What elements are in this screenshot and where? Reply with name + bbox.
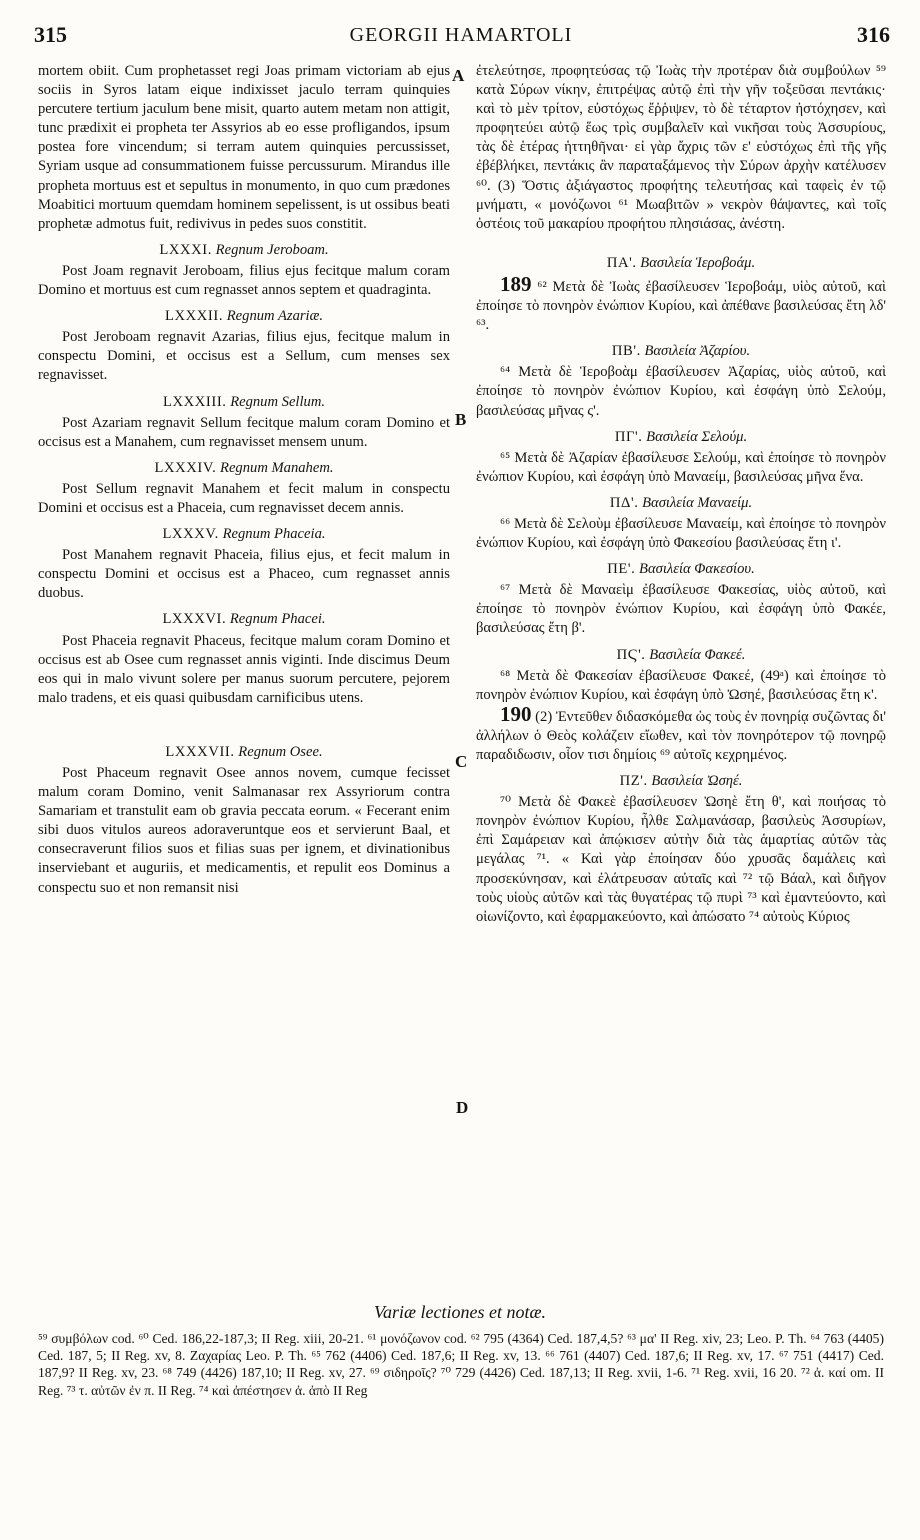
section-number: LXXXVII. [165, 743, 235, 760]
section-title: Regnum Azariæ. [226, 308, 323, 325]
section-title: Βασιλεία Ἱεροβοάμ. [640, 254, 756, 271]
latin-section-text: Post Phaceia regnavit Phaceus, fecitque malum coram Domino et occisus est ab Osee cum regnasset annis viginti. Inde discimus Deum eos qui in malo vivunt solere per manus suorum percutere, pejorem malo tradens, et eis quasi quibusdam carnificibus utens. [38, 632, 450, 706]
section-title: Regnum Phacei. [229, 611, 326, 628]
section-number: ΠΖ'. [619, 773, 648, 790]
section-number: LXXXIII. [162, 393, 227, 410]
latin-section-heading [38, 459, 450, 478]
section-title: Regnum Phaceia. [222, 526, 326, 543]
section-title: Regnum Sellum. [230, 393, 326, 410]
section-title: Βασιλεία Σελούμ. [646, 428, 748, 445]
greek-section-heading [476, 772, 886, 791]
section-number: LXXXIV. [154, 459, 217, 476]
latin-section-text: Post Sellum regnavit Manahem et fecit malum in conspectu Domini et occisus est a Phaceia, cum regnavisset decem annis. [38, 480, 450, 516]
section-number: ΠΕ'. [607, 561, 636, 578]
section-number: ΠϚ'. [616, 646, 646, 663]
latin-section-heading [38, 393, 450, 412]
latin-section-text: Post Azariam regnavit Sellum fecitque malum coram Domino et occisus est a Manahem, cum regnavisset mensem unum. [38, 414, 450, 450]
margin-marker-d: D [456, 1098, 469, 1117]
section-number: ΠΔ'. [609, 494, 639, 511]
section-number: LXXXI. [159, 241, 213, 258]
greek-section-heading [476, 646, 886, 665]
paragraph-number: 190 [500, 701, 532, 726]
greek-section-text: ⁶⁴ Μετὰ δὲ Ἱεροβοὰμ ἐβασίλευσεν Ἀζαρίας, υἱὸς αὐτοῦ, καὶ ἐποίησε τὸ πονηρὸν ἐνώπιον Κυρίου, καὶ ἐσφάγη ὑπὸ Σελούμ, βασιλεύσας μῆνας ς'. [476, 364, 886, 419]
greek-section-heading [476, 428, 886, 447]
notes-heading: Variæ lectiones et notæ. [374, 1302, 546, 1322]
margin-marker-b: B [455, 410, 467, 429]
latin-section-heading [38, 241, 450, 260]
running-title: GEORGII HAMARTOLI [349, 24, 573, 46]
section-title: Βασιλεία Φακεέ. [649, 646, 746, 663]
latin-section-heading [38, 610, 450, 629]
greek-section-text [476, 271, 886, 335]
greek-section-text: ⁶⁷ Μετὰ δὲ Μαναεὶμ ἐβασίλευσε Φακεσίας, υἱὸς αὐτοῦ, καὶ ἐποίησε τὸ πονηρὸν ἐνώπιον Κυρίου, καὶ ἐσφάγη ὑπὸ Φακέε, βασιλεύσας ἔτη β'. [476, 582, 886, 637]
greek-section-text: ⁶⁶ Μετὰ δὲ Σελοὺμ ἐβασίλευσε Μαναείμ, καὶ ἐποίησε τὸ πονηρὸν ἐνώπιον Κυρίου, καὶ ἐσφάγη ὑπὸ Φακεσίου βασιλεύσας ἔτη ι'. [476, 515, 886, 552]
greek-section-heading [476, 494, 886, 513]
section-number: LXXXVI. [162, 611, 227, 628]
section-spacer [38, 708, 450, 736]
latin-section-text: Post Phaceum regnavit Osee annos novem, cumque fecisset malum coram Domino, venit Salmanasar rex Assyriorum contra Samariam et transtulit eam ob gravia peccata eorum. « Fecerant enim sibi duos vitulos aureos adoraveruntque eos et servierunt Baal, et consecraverunt filios suos et filias suas per ignem, et divinationibus inserviebant et auguriis, et medicamentis, et repulit eos Dominus a conspectu suo et non remansit nisi [38, 765, 450, 896]
section-title: Regnum Osee. [238, 743, 323, 760]
latin-section-text: Post Manahem regnavit Phaceia, filius ejus, et fecit malum in conspectu Domini et occisus est a Phaceo, cum regnasset annis duobus. [38, 547, 450, 602]
greek-section-text: ⁶⁸ Μετὰ δὲ Φακεσίαν ἐβασίλευσε Φακεέ, (49ᵃ) καὶ ἐποίησε τὸ πονηρὸν ἐνώπιον Κυρίου, καὶ ἐσφάγη ὑπὸ Ὠσηέ, βασιλεύσας ἔτη κ'. [476, 667, 886, 703]
section-title: Βασιλεία Μαναείμ. [642, 494, 753, 511]
greek-section-body: ⁶² Μετὰ δὲ Ἰωὰς ἐβασίλευσεν Ἱεροβοάμ, υἱὸς αὐτοῦ, καὶ ἐποίησε τὸ πονηρὸν ἐνώπιον Κυρίου, καὶ ἀπέθανε βασιλεύσας ἔτη λδ' ⁶³. [476, 278, 886, 334]
latin-section-heading [38, 525, 450, 544]
section-number: ΠΓ'. [614, 428, 643, 445]
section-number: LXXXII. [165, 308, 224, 325]
latin-column [38, 62, 450, 898]
latin-intro-paragraph: mortem obiit. Cum prophetasset regi Joas primam victoriam ab ejus sociis in Syros latam eique indixisset jaculo terram quinquies percutere tertium jaculum bene misit, quarto autem metam non attigit, tunc prædixit ei propheta ter Assyrios ab eo esse profligandos, ipsum postea fore vincendum; si terram autem quinquies percussisset, Syriam usque ad consummationem fuisse percussurum. Mirandus ille propheta mortuus est et sepultus in monumento, in quo cum prædones Moabitici mortuum quemdam hominem sepelissent, is ut ossibus beati prophetæ admotus fuit, redivivus in pedes suos constitit. [38, 63, 450, 232]
greek-section-text: ⁶⁵ Μετὰ δὲ Ἀζαρίαν ἐβασίλευσε Σελούμ, καὶ ἐποίησε τὸ πονηρὸν ἐνώπιον Κυρίου, καὶ ἐσφάγη ὑπὸ Μαναείμ, βασιλεύσας μῆνα ἕνα. [476, 449, 886, 485]
greek-section-heading [476, 342, 886, 361]
greek-section-text: ⁷⁰ Μετὰ δὲ Φακεὲ ἐβασίλευσεν Ὠσηὲ ἔτη θ', καὶ ποιήσας τὸ πονηρὸν ἐνώπιον Κυρίου, ἦλθε Σαλμανάσαρ, βασιλεὺς Ἀσσυρίων, ἐπὶ Σαμάρειαν καὶ ἀπῴκισεν αὐτὴν διὰ τὰς ἁμαρτίας αὐτῶν τὰς μεγάλας ⁷¹. « Καὶ γὰρ ἐποίησαν δύο χρυσᾶς δαμάλεις καὶ προσεκύνησαν, καὶ ἐλάτρευσαν αὐταῖς καὶ ⁷² τῷ Βάαλ, καὶ διῆγον τοὺς υἱοὺς αὐτῶν καὶ τὰς θυγατέρας τῷ πυρὶ ⁷³ καὶ ἐμαντεύοντο, καὶ οἰωνίζοντο, καὶ ἐφαρμακεύοντο, καὶ ἀπώσατο ⁷⁴ αὐτοὺς Κύριος [476, 794, 886, 925]
greek-paragraph-190 [476, 701, 887, 765]
greek-section-heading [476, 254, 886, 273]
section-number: ΠΑ'. [606, 254, 637, 271]
section-number: ΠΒ'. [611, 343, 641, 360]
section-title: Βασιλεία Φακεσίου. [639, 561, 755, 578]
greek-column [476, 62, 886, 927]
notes-text: ⁵⁹ συμβόλων cod. ⁶⁰ Ced. 186,22-187,3; II Reg. xiii, 20-21. ⁶¹ μονόζωνον cod. ⁶² 795 (4364) Ced. 187,4,5? ⁶³ μα' II Reg. xiv, 23; Leo. P. Th. ⁶⁴ 763 (4405) Ced. 187, 5; II Reg. xv, 8. Ζαχαρίας Leo. P. Th. ⁶⁵ 762 (4406) Ced. 187,6; II Reg. xv, 13. ⁶⁶ 761 (4407) Ced. 187,6; II Reg. xv, 17. ⁶⁷ 751 (4417) Ced. 187,9? II Reg. xv, 23. ⁶⁸ 749 (4426) 187,10; II Reg. xv, 27. ⁶⁹ σιδηροῖς? ⁷⁰ 729 (4426) Ced. 187,13; II Reg. xvii, 1-6. ⁷¹ Reg. xvii, 16 20. ⁷² ἀ. καί om. II Reg. ⁷³ τ. αὐτῶν ἐν π. II Reg. ⁷⁴ καὶ ἀπέστησεν ἀ. ἀπὸ II Reg [38, 1331, 884, 1398]
paragraph-number: 189 [500, 271, 532, 296]
latin-section-text: Post Joam regnavit Jeroboam, filius ejus fecitque malum coram Domino et mortuus est cum regnasset annos septem et quadraginta. [38, 262, 450, 299]
margin-marker-c: C [455, 752, 468, 771]
page-header [28, 22, 894, 62]
greek-section-heading [476, 560, 886, 579]
page-number-left: 315 [34, 22, 67, 47]
section-title: Βασιλεία Ἀζαρίου. [644, 343, 751, 360]
section-title: Βασιλεία Ὠσηέ. [651, 773, 743, 790]
latin-section-heading [38, 307, 450, 326]
page-number-right: 316 [857, 22, 890, 47]
greek-intro-paragraph: ἐτελεύτησε, προφητεύσας τῷ Ἰωὰς τὴν προτέραν διὰ συμβούλων ⁵⁹ κατὰ Σύρων νίκην, ἐπιτρέψας αὐτῷ ἐπὶ τὴν γῆν τοξεῦσαι πεντάκις· καὶ τὸ μὲν τρίτον, εὐστόχως ἔῤῥιψεν, τὸ δὲ τέταρτον ἠστόχησεν, καὶ προφητεύει αὐτῷ ἕως τρὶς συμβαλεῖν καὶ νικῆσαι τοὺς Ἀσσυρίους, τὰς δὲ ἑτέρας ἡττηθῆναι· εἰ γὰρ ἄχρις τῶν ε' εὐστόχως ἐπὶ τῆς γῆς ἐβέβλήκει, πεντάκις ἂν παραταξάμενος τὴν Σύρων ἀρχὴν κατέλυσεν ⁶⁰. (3) Ὅστις ἀξιάγαστος προφήτης τελευτήσας καὶ ταφεὶς ἐν τῷ μνήματι, « μονόζωνοι ⁶¹ Μωαβιτῶν » νεκρὸν θάψαντες, καὶ τοῖς ὀστέοις τοῦ μακαρίου προφήτου πλησιάσας, ἀνέστη. [476, 63, 886, 232]
section-number: LXXXV. [162, 526, 219, 543]
section-title: Regnum Jeroboam. [215, 241, 329, 258]
latin-section-heading [38, 743, 450, 762]
section-title: Regnum Manahem. [220, 459, 334, 476]
latin-section-text: Post Jeroboam regnavit Azarias, filius ejus, fecitque malum in conspectu Domini, et occisus est a Sellum, cum menses sex regnavisset. [38, 329, 450, 384]
greek-paragraph-body: (2) Ἐντεῦθεν διδασκόμεθα ὡς τοὺς ἐν πονηρίᾳ συζῶντας δι' ἀλλήλων ὁ Θεὸς κολάζειν εἴωθεν, καὶ τὸν πονηρότερον τῷ πονηρῷ παραδιδωσιν, οἷον τισι δημίοις ⁶⁹ αὐτοῖς κεχρημένος. [476, 708, 887, 763]
margin-marker-a: A [452, 66, 465, 85]
